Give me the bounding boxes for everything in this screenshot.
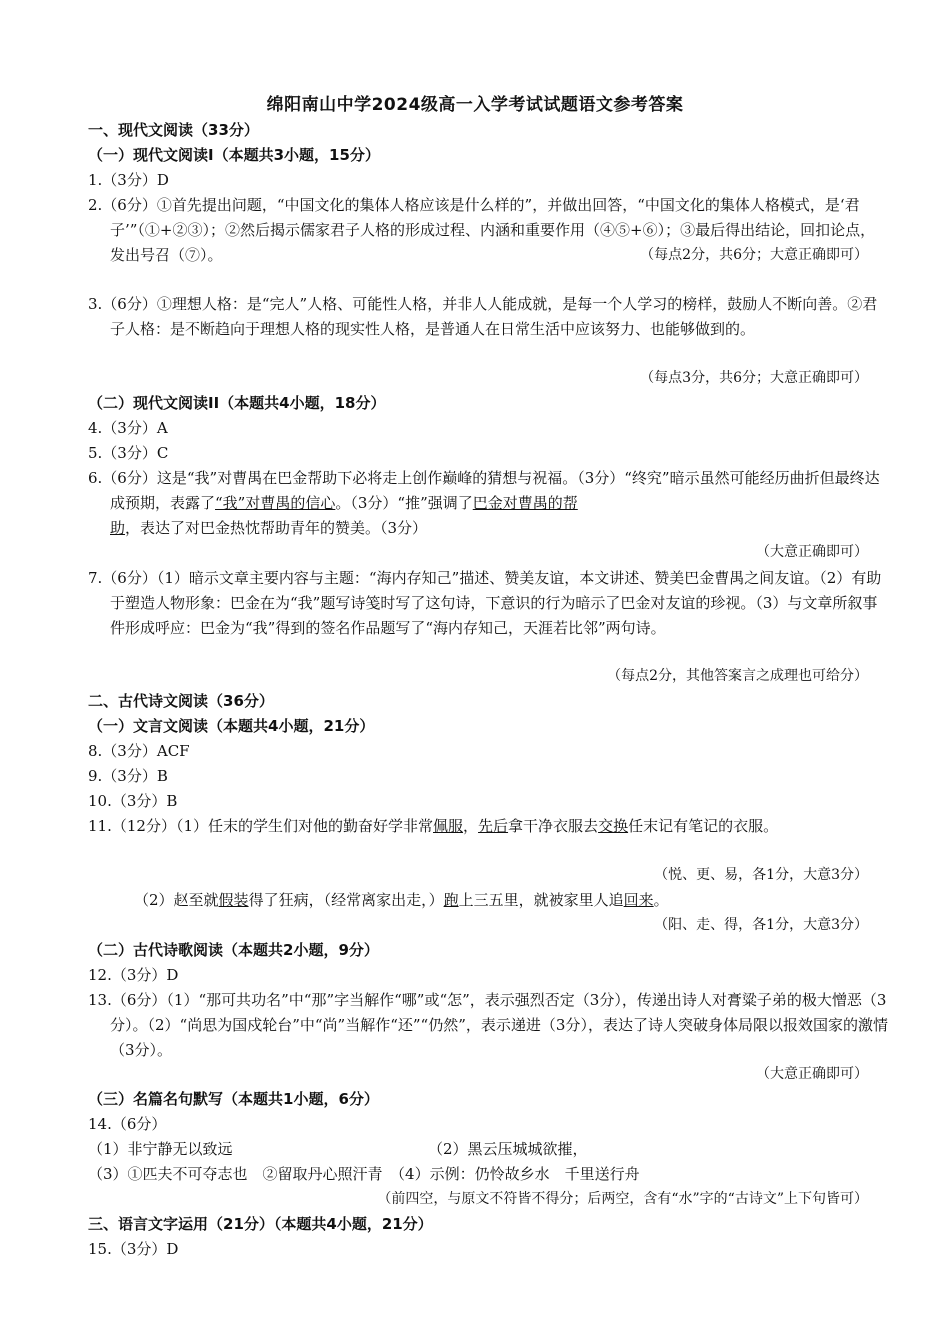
q11-2-text-3: 上三五里，就被家里人追 bbox=[458, 891, 624, 909]
q14-answer-2: （2）黑云压城城欲摧， bbox=[428, 1140, 588, 1158]
answer-q15: 15.（3分）D bbox=[88, 1240, 179, 1258]
page-title: 绵阳南山中学2024级高一入学考试试题语文参考答案 bbox=[266, 95, 684, 115]
part-1-heading: （一）现代文阅读I（本题共3小题，15分） bbox=[88, 146, 380, 164]
answer-q5: 5.（3分）C bbox=[88, 444, 169, 462]
q6-text-3: ，表达了对巴金热忱帮助青年的赞美。（3分） bbox=[125, 519, 428, 537]
q11-2-text-4: 。 bbox=[653, 891, 669, 909]
answer-q1: 1.（3分）D bbox=[88, 171, 169, 189]
q11-text-4: 任末记有笔记的衣服。 bbox=[628, 817, 779, 835]
answer-q11-1 bbox=[88, 814, 888, 839]
part-2-2-heading: （二）古代诗歌阅读（本题共2小题，9分） bbox=[88, 941, 379, 959]
q11-2-text-2: 得了狂病，（经常离家出走，） bbox=[248, 891, 444, 909]
answer-q8: 8.（3分）ACF bbox=[88, 742, 190, 760]
answer-q9: 9.（3分）B bbox=[88, 767, 168, 785]
answer-q3: 3.（6分）①理想人格：是“完人”人格、可能性人格，并非人人能成就，是每一个人学习的榜样，鼓励人不断向善。②君子人格：是不断趋向于理想人格的现实性人格，是普通人在日常生活中应该努力、也能够做到的。 bbox=[88, 295, 878, 338]
answer-q2: 2.（6分）①首先提出问题，“中国文化的集体人格应该是什么样的”，并做出回答，“中国文化的集体人格模式，是‘君子’”（①+②③）；②然后揭示儒家君子人格的形成过程、内涵和重要作用（④⑤+⑥）；③最后得出结论，回扣论点，发出号召（⑦）。 bbox=[88, 196, 876, 264]
q11-1-scoring-note: （悦、更、易，各1分，大意3分） bbox=[654, 867, 868, 883]
q6-underlined-2: 巴金对曹禺的帮助 bbox=[110, 494, 578, 537]
answer-q13: 13.（6分）（1）“那可共功名”中“那”字当解作“哪”或“怎”，表示强烈否定（3分），传递出诗人对膏粱子弟的极大憎恶（3分）。（2）“尚思为国戍轮台”中“尚”当解作“还”“仍然”，表示递进（3分），表达了诗人突破身体局限以报效国家的激情（3分）。 bbox=[88, 991, 888, 1059]
q2-scoring-note: （每点2分，共6分；大意正确即可） bbox=[640, 247, 868, 263]
q11-2-underlined-2: 跑 bbox=[443, 891, 459, 909]
answer-q12: 12.（3分）D bbox=[88, 966, 179, 984]
q6-text-2: 。（3分）“推”强调了 bbox=[335, 494, 473, 512]
part-2-1-heading: （一）文言文阅读（本题共4小题，21分） bbox=[88, 717, 375, 735]
section-2-heading: 二、古代诗文阅读（36分） bbox=[88, 692, 274, 710]
section-3-heading: 三、语言文字运用（21分）（本题共4小题，21分） bbox=[88, 1215, 433, 1233]
q14-row-2: （3）①匹夫不可夺志也 ②留取丹心照汗青 （4）示例：仍怜故乡水 千里送行舟 bbox=[88, 1165, 640, 1183]
q6-scoring-note: （大意正确即可） bbox=[756, 544, 868, 560]
answer-q10: 10.（3分）B bbox=[88, 792, 178, 810]
q11-2-scoring-note: （阳、走、得，各1分，大意3分） bbox=[654, 917, 868, 933]
answer-q7: 7.（6分）（1）暗示文章主要内容与主题：“海内存知己”描述、赞美友谊，本文讲述、赞美巴金曹禺之间友谊。（2）有助于塑造人物形象：巴金在为“我”题写诗笺时写了这句诗，下意识的行为暗示了巴金对友谊的珍视。（3）与文章所叙事件形成呼应：巴金为“我”得到的签名作品题写了“海内存知己，天涯若比邻”两句诗。 bbox=[88, 569, 882, 637]
q11-underlined-1: 佩服 bbox=[433, 817, 464, 835]
q3-scoring-note: （每点3分，共6分；大意正确即可） bbox=[640, 370, 868, 386]
q11-text-1: 11.（12分）（1）任末的学生们对他的勤奋好学非常 bbox=[88, 817, 433, 835]
answer-q4: 4.（3分）A bbox=[88, 419, 168, 437]
answer-q14: 14.（6分） bbox=[88, 1115, 167, 1133]
q14-scoring-note: （前四空，与原文不符皆不得分；后两空，含有“水”字的“古诗文”上下句皆可） bbox=[377, 1191, 868, 1207]
answer-q11-2 bbox=[110, 888, 892, 913]
q11-underlined-3: 交换 bbox=[598, 817, 629, 835]
q14-answer-1: （1）非宁静无以致远 bbox=[88, 1140, 233, 1158]
q7-scoring-note: （每点2分，其他答案言之成理也可给分） bbox=[607, 668, 868, 684]
q11-text-3: 拿干净衣服去 bbox=[508, 817, 599, 835]
q6-underlined-1: “我”对曹禺的信心 bbox=[215, 494, 336, 512]
q11-2-text-1: （2）赵至就 bbox=[134, 891, 219, 909]
q11-2-underlined-1: 假装 bbox=[218, 891, 249, 909]
q13-scoring-note: （大意正确即可） bbox=[756, 1066, 868, 1082]
q6-text-1: 6.（6分）这是“我”对曹禺在巴金帮助下必将走上创作巅峰的猜想与祝福。（3分）“终究”暗示虽然可能经历曲折但最终达成预期，表露了 bbox=[88, 469, 880, 512]
part-2-heading: （二）现代文阅读II（本题共4小题，18分） bbox=[88, 394, 386, 412]
part-2-3-heading: （三）名篇名句默写（本题共1小题，6分） bbox=[88, 1090, 379, 1108]
section-1-heading: 一、现代文阅读（33分） bbox=[88, 121, 259, 139]
answer-q6 bbox=[88, 466, 890, 541]
q11-2-underlined-3: 回来 bbox=[623, 891, 654, 909]
q11-underlined-2: 先后 bbox=[478, 817, 509, 835]
q11-text-2: ， bbox=[463, 817, 479, 835]
q14-row-1 bbox=[88, 1137, 868, 1162]
